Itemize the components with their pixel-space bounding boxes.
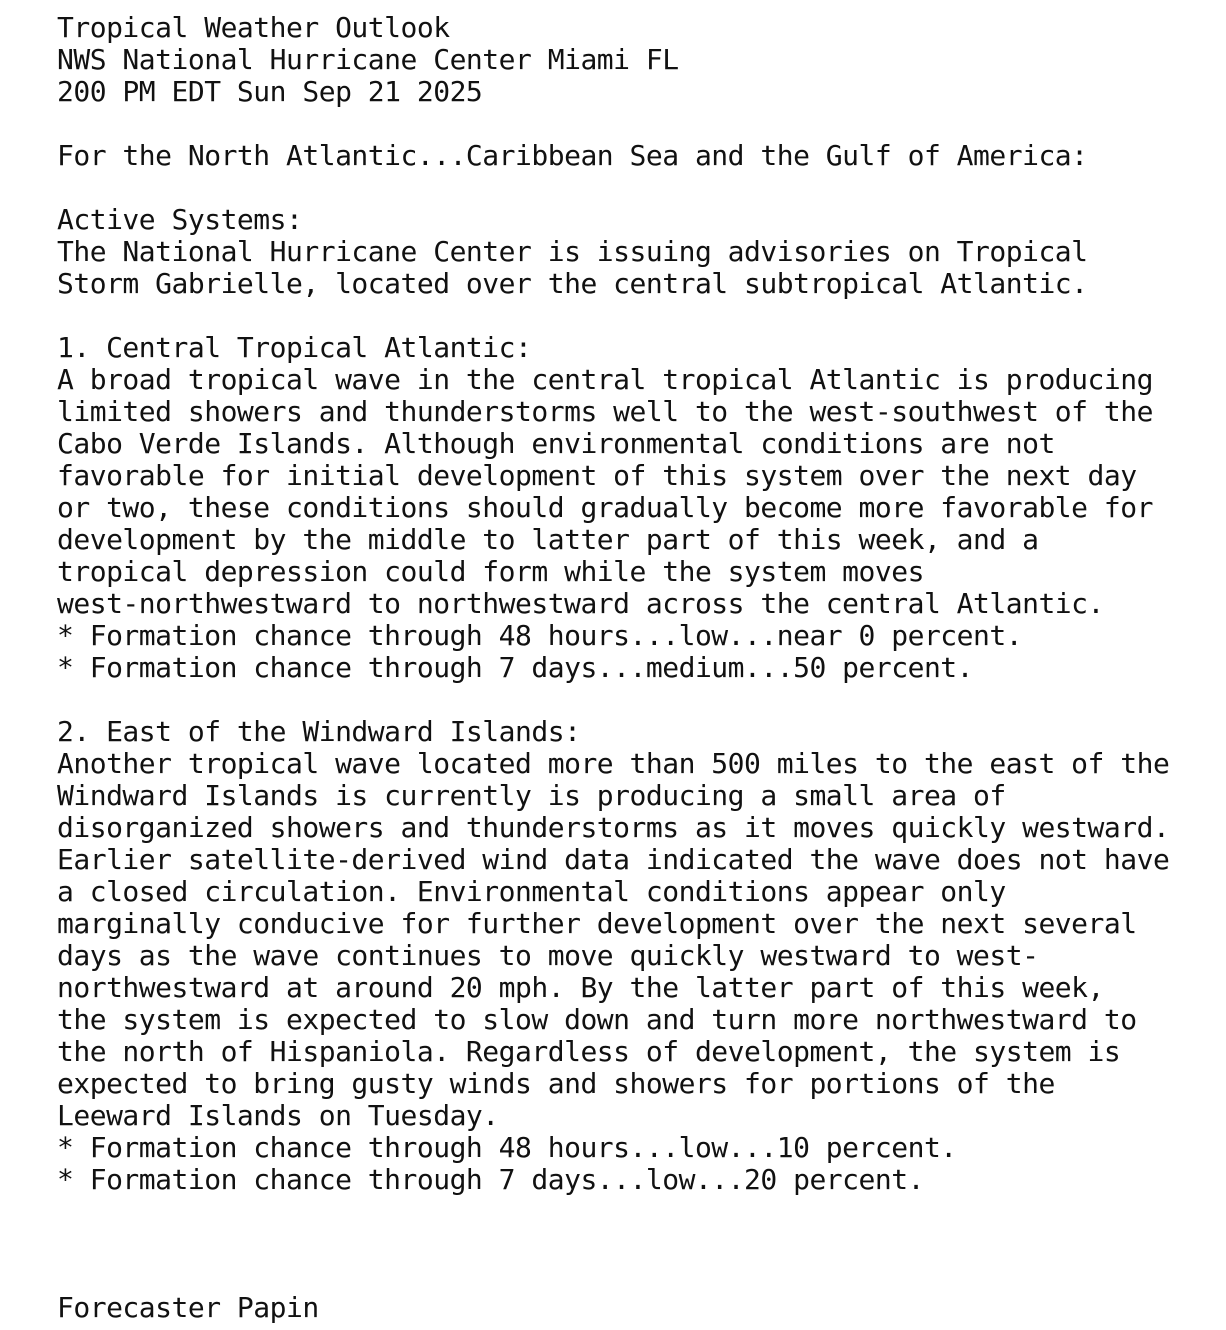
area-2-chance-7d: * Formation chance through 7 days...low...20 percent. <box>57 1163 924 1196</box>
area-1-discussion-line: limited showers and thunderstorms well to the west-southwest of the <box>57 395 1153 428</box>
area-2-discussion-line: days as the wave continues to move quickly westward to west- <box>57 939 1039 972</box>
area-2-discussion-line: marginally conducive for further development over the next several <box>57 907 1137 940</box>
area-2-discussion-line: Windward Islands is currently is producing a small area of <box>57 779 1006 812</box>
area-2-heading: 2. East of the Windward Islands: <box>57 715 581 748</box>
area-1-discussion-line: or two, these conditions should gradually become more favorable for <box>57 491 1153 524</box>
blank-line <box>57 300 1169 332</box>
area-2-discussion-line: expected to bring gusty winds and showers for portions of the <box>57 1067 1055 1100</box>
product-title: Tropical Weather Outlook <box>57 11 450 44</box>
area-2-discussion-line: the north of Hispaniola. Regardless of development, the system is <box>57 1035 1121 1068</box>
area-1-discussion-line: A broad tropical wave in the central tropical Atlantic is producing <box>57 363 1153 396</box>
issuing-office: NWS National Hurricane Center Miami FL <box>57 43 679 76</box>
area-1-discussion-line: Cabo Verde Islands. Although environmental conditions are not <box>57 427 1055 460</box>
outlook-product-text <box>57 12 1169 1324</box>
region-statement: For the North Atlantic...Caribbean Sea and the Gulf of America: <box>57 139 1088 172</box>
area-1-heading: 1. Central Tropical Atlantic: <box>57 331 532 364</box>
area-1-discussion-line: tropical depression could form while the system moves <box>57 555 924 588</box>
area-2-chance-48h: * Formation chance through 48 hours...low...10 percent. <box>57 1131 957 1164</box>
blank-line <box>57 684 1169 716</box>
area-1-chance-48h: * Formation chance through 48 hours...low...near 0 percent. <box>57 619 1023 652</box>
blank-line <box>57 108 1169 140</box>
issue-time: 200 PM EDT Sun Sep 21 2025 <box>57 75 483 108</box>
blank-line <box>57 1260 1169 1292</box>
area-1-chance-7d: * Formation chance through 7 days...medium...50 percent. <box>57 651 974 684</box>
area-2-discussion-line: a closed circulation. Environmental conditions appear only <box>57 875 1006 908</box>
area-1-discussion-line: development by the middle to latter part of this week, and a <box>57 523 1039 556</box>
area-2-discussion-line: northwestward at around 20 mph. By the latter part of this week, <box>57 971 1104 1004</box>
active-systems-line: The National Hurricane Center is issuing advisories on Tropical <box>57 235 1088 268</box>
area-1-discussion-line: favorable for initial development of this system over the next day <box>57 459 1137 492</box>
forecaster-signature: Forecaster Papin <box>57 1291 319 1324</box>
area-2-discussion-line: the system is expected to slow down and turn more northwestward to <box>57 1003 1137 1036</box>
area-2-discussion-line: disorganized showers and thunderstorms as it moves quickly westward. <box>57 811 1170 844</box>
active-systems-line: Storm Gabrielle, located over the central subtropical Atlantic. <box>57 267 1088 300</box>
blank-line <box>57 172 1169 204</box>
blank-line <box>57 1228 1169 1260</box>
active-systems-heading: Active Systems: <box>57 203 303 236</box>
area-2-discussion-line: Leeward Islands on Tuesday. <box>57 1099 499 1132</box>
blank-line <box>57 1196 1169 1228</box>
area-2-discussion-line: Another tropical wave located more than 500 miles to the east of the <box>57 747 1170 780</box>
area-1-discussion-line: west-northwestward to northwestward across the central Atlantic. <box>57 587 1104 620</box>
area-2-discussion-line: Earlier satellite-derived wind data indicated the wave does not have <box>57 843 1170 876</box>
